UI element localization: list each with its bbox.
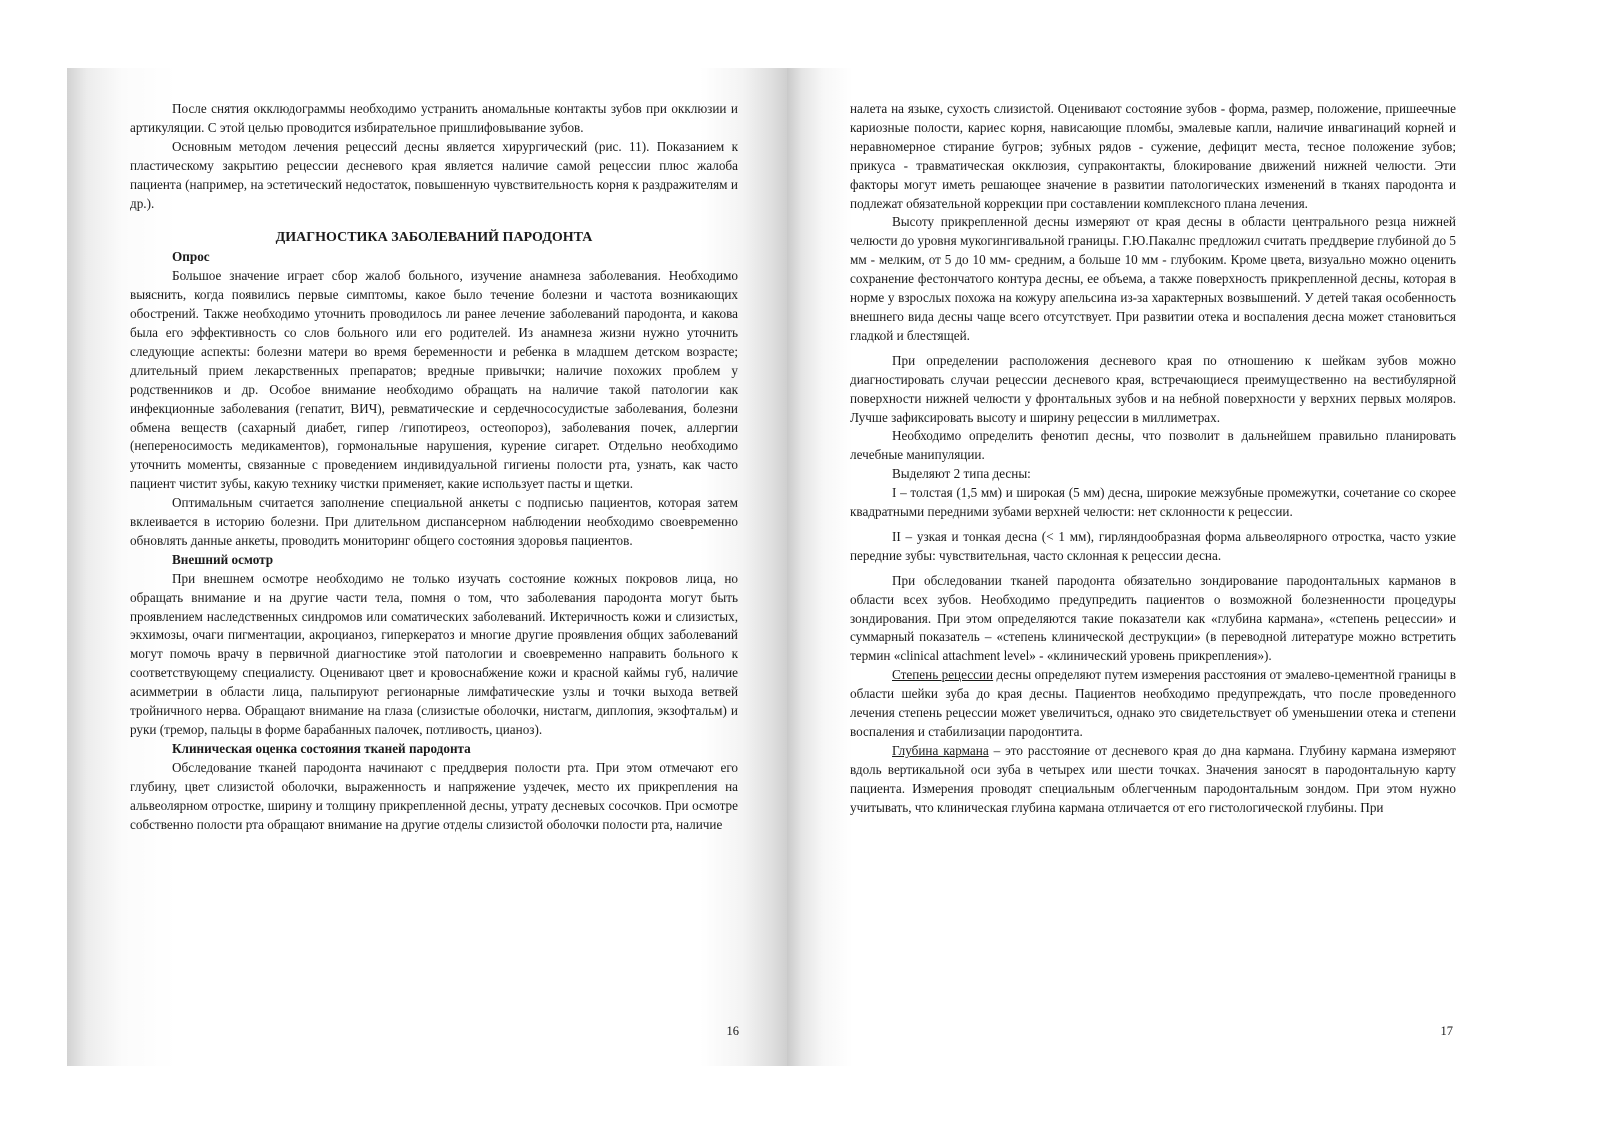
book-spread — [67, 68, 1513, 1066]
paragraph: Высоту прикрепленной десны измеряют от края десны в области центрального резца нижней челюсти до уровня мукогингивальной границы. Г.Ю.Пакалнс предложил считать преддверие глубиной до 5 мм - мелким, от 5 до 10 мм- средним, а больше 10 мм - глубоким. Кроме цвета, визуально можно оценить сохранение фестончатого контура десны, ее объема, а также поверхность прикрепленной десны, которая в норме у взрослых похожа на кожуру апельсина из-за характерных возвышений. У детей такая особенность внешнего вида десны чаще всего отсутствует. При развитии отека и воспаления десна может становиться гладкой и блестящей. — [850, 214, 1456, 343]
paragraph: Основным методом лечения рецессий десны является хирургический (рис. 11). Показанием к пластическому закрытию рецессии десневого края является наличие самой рецессии плюс жалоба пациента (например, на эстетический недостаток, повышенную чувствительность корня к раздражителям и др.). — [130, 138, 738, 211]
subheading-external-exam: Внешний осмотр — [172, 551, 274, 567]
paragraph: II – узкая и тонкая десна (< 1 мм), гирляндообразная форма альвеолярного отростка, часто узкие передние зубы: чувствительная, часто склонная к рецессии десна. — [850, 528, 1456, 563]
page-number-left: 16 — [726, 1024, 739, 1038]
term-pocket-depth: Глубина кармана — [892, 742, 989, 758]
left-page-text — [130, 100, 738, 834]
page-number-right: 17 — [1440, 1024, 1453, 1038]
paragraph: При обследовании тканей пародонта обязательно зондирование пародонтальных карманов в области всех зубов. Необходимо предупредить пациентов о возможной болезненности процедуры зондирования. При этом определяются такие показатели как «глубина кармана», «степень рецессии» и суммарный показатель – «степень клинической деструкции» (в переводной литературе можно встретить термин «clinical attachment level» - «клинический уровень прикрепления»). — [850, 572, 1456, 664]
paragraph: При внешнем осмотре необходимо не только изучать состояние кожных покровов лица, но обращать внимание и на другие части тела, помня о том, что заболевания пародонта могут быть проявлением наследственных синдромов или соматических заболеваний. Иктеричность кожи и слизистых, экхимозы, очаги пигментации, акроцианоз, гиперкератоз и многие другие проявления общих заболеваний могут помочь врачу в первичной диагностике этой патологии и своевременно направить больного к соответствующему специалисту. Оценивают цвет и кровоснабжение кожи и красной каймы губ, наличие асимметрии в области лица, пальпируют регионарные лимфатические узлы и точки выхода ветвей тройничного нерва. Обращают внимание на глаза (слизистые оболочки, нистагм, диплопия, экзофтальм) и руки (тремор, пальцы в форме барабанных палочек, потливость, цианоз). — [130, 570, 738, 737]
term-recession-degree: Степень рецессии — [892, 667, 994, 683]
paragraph-text: – это расстояние от десневого края до дна кармана. Глубину кармана измеряют вдоль вертикальной оси зуба в четырех или шести точках. Значения заносят в пародонтальную карту пациента. Измерения проводят специальным облегченным пародонтальным зондом. При этом нужно учитывать, что клиническая глубина кармана отличается от его гистологической глубины. При — [850, 742, 1456, 815]
paragraph: I – толстая (1,5 мм) и широкая (5 мм) десна, широкие межзубные промежутки, сочетание со скорее квадратными передними зубами верхней челюсти: нет склонности к рецессии. — [850, 485, 1456, 520]
paragraph: Обследование тканей пародонта начинают с преддверия полости рта. При этом отмечают его глубину, цвет слизистой оболочки, выраженность и напряжение уздечек, место их прикрепления на альвеолярном отростке, ширину и толщину прикрепленной десны, утрату десневых сосочков. При осмотре собственно полости рта обращают внимание на другие отделы слизистой оболочки полости рта, наличие — [130, 759, 738, 832]
paragraph: Необходимо определить фенотип десны, что позволит в дальнейшем правильно планировать лечебные манипуляции. — [850, 428, 1456, 463]
paragraph: Оптимальным считается заполнение специальной анкеты с подписью пациентов, которая затем вклеивается в историю болезни. При длительном диспансерном наблюдении необходимо своевременно обновлять данные анкеты, проводить мониторинг общего состояния здоровья пациентов. — [130, 495, 738, 548]
right-page-text — [850, 100, 1456, 818]
page-left — [67, 68, 787, 1066]
paragraph: При определении расположения десневого края по отношению к шейкам зубов можно диагностировать случаи рецессии десневого края, встречающиеся преимущественно на вестибулярной поверхности нижней челюсти у фронтальных зубов и на небной поверхности у верхних первых моляров. Лучше зафиксировать высоту и ширину рецессии в миллиметрах. — [850, 352, 1456, 425]
paragraph: Выделяют 2 типа десны: — [892, 466, 1031, 482]
paragraph: налета на языке, сухость слизистой. Оценивают состояние зубов - форма, размер, положение, пришеечные кариозные полости, кариес корня, нависающие пломбы, эмалевые капли, наличие инвагинаций корней и неравномерное стирание бугров; зубных рядов - сужение, дефицит места, тесное положение зубов; прикуса - травматическая окклюзия, супраконтакты, блокирование движений нижней челюсти. Эти факторы могут иметь решающее значение в развитии патологических изменений в тканях пародонта и подлежат обязательной коррекции при составлении комплексного плана лечения. — [850, 101, 1456, 211]
page-right — [787, 68, 1513, 1066]
paragraph — [850, 666, 1456, 742]
paragraph: Большое значение играет сбор жалоб больного, изучение анамнеза заболевания. Необходимо выяснить, когда появились первые симптомы, какое было течение болезни и частота возникающих обострений. Также необходимо уточнить проводилось ли ранее лечение заболеваний пародонта, и какова была его эффективность со слов больного или его родителей. Из анамнеза жизни нужно уточнить следующие аспекты: болезни матери во время беременности и ребенка в младшем детском возрасте; длительный прием лекарственных препаратов; вредные привычки; наличие похожих проблем у родственников и др. Особое внимание необходимо обращать на наличие такой патологии как инфекционные заболевания (гепатит, ВИЧ), ревматические и сердечнососудистые заболевания, болезни обмена веществ (сахарный диабет, гипер /гипотиреоз, остеопороз), заболевания почек, аллергии (непереносимость медикаментов), гормональные нарушения, курение сигарет. Отдельно необходимо уточнить моменты, связанные с проведением индивидуальной гигиены полости рта, узнать, как часто пациент чистит зубы, какую технику чистки применяет, какие использует пасты и щетки. — [130, 268, 738, 492]
paragraph-text: десны определяют путем измерения расстояния от эмалево-цементной границы в области шейки зуба до края десны. Пациентов необходимо предупреждать, что после проведенного лечения степень рецессии может увеличиться, однако это свидетельствует об уменьшении отека и степени воспаления и стабилизации пародонтита. — [850, 667, 1456, 739]
paragraph — [850, 742, 1456, 818]
paragraph: После снятия окклюдограммы необходимо устранить аномальные контакты зубов при окклюзии и артикуляции. С этой целью проводится избирательное пришлифовывание зубов. — [130, 101, 738, 135]
subheading-survey: Опрос — [172, 249, 210, 265]
subheading-clinical-assessment: Клиническая оценка состояния тканей пародонта — [172, 740, 471, 756]
section-title: ДИАГНОСТИКА ЗАБОЛЕВАНИЙ ПАРОДОНТА — [275, 230, 593, 246]
